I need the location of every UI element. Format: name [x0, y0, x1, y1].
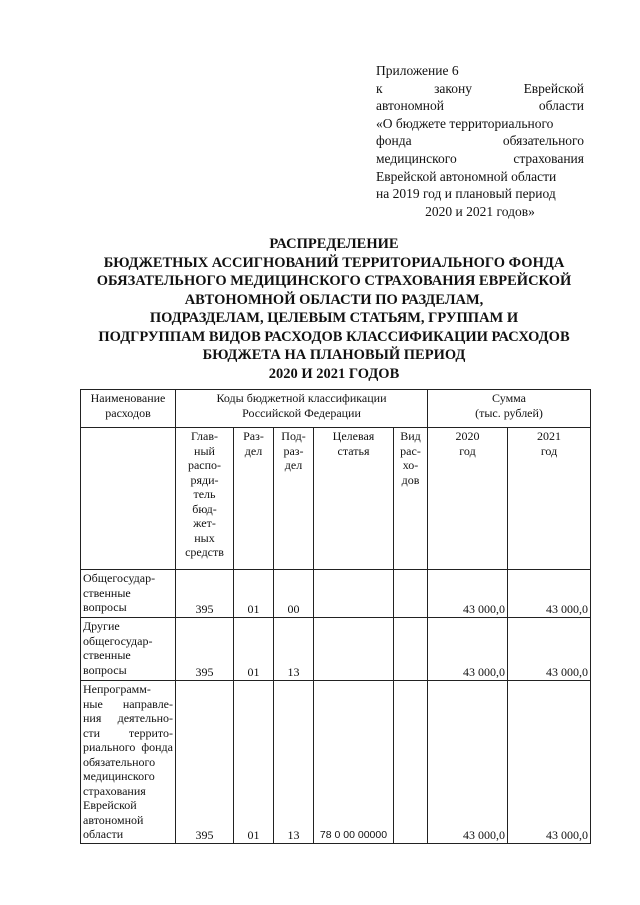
subheader-podrazdel — [274, 428, 314, 570]
row-name-line: риального фонда — [83, 740, 173, 754]
row-razdel: 01 — [234, 681, 274, 844]
appendix-line: Еврейской автономной области — [376, 168, 557, 184]
row-name-line: ния деятельно- — [83, 711, 173, 725]
title-line: БЮДЖЕТНЫХ АССИГНОВАНИЙ ТЕРРИТОРИАЛЬНОГО ФОНДА — [103, 254, 565, 271]
appendix-line — [376, 132, 584, 150]
row-celevaya — [314, 570, 394, 618]
subheader-vid — [394, 428, 428, 570]
appendix-word: автономной — [376, 98, 444, 114]
row-name-line: области — [83, 827, 124, 841]
header-sum-line: Сумма — [492, 391, 526, 405]
row-podrazdel: 13 — [274, 618, 314, 681]
row-razdel: 01 — [234, 570, 274, 618]
appendix-word: области — [538, 98, 584, 114]
title-line: АВТОНОМНОЙ ОБЛАСТИ ПО РАЗДЕЛАМ, — [184, 291, 484, 308]
header-sum-line: (тыс. рублей) — [475, 405, 543, 420]
row-sum-2020: 43 000,0 — [428, 618, 508, 681]
row-podrazdel: 13 — [274, 681, 314, 844]
sub-line: Целевая — [332, 429, 375, 443]
appendix-word: Еврейской — [523, 80, 584, 96]
row-razdel: 01 — [234, 618, 274, 681]
table-row — [81, 570, 591, 618]
row-name-line: Непрограмм- — [83, 682, 151, 696]
sub-line: дел — [244, 443, 263, 458]
appendix-word: закону — [434, 80, 473, 96]
sub-line: 2021 — [537, 429, 561, 443]
sub-line: тель — [193, 487, 216, 501]
row-sum-2020: 43 000,0 — [428, 570, 508, 618]
row-sum-2021: 43 000,0 — [508, 618, 591, 681]
header-codes-line: Коды бюджетной классификации — [216, 391, 387, 405]
sub-line: Глав- — [190, 429, 218, 443]
table-row — [81, 618, 591, 681]
appendix-line: Приложение 6 — [376, 63, 459, 78]
row-name-line: вопросы — [83, 662, 127, 677]
row-name — [81, 681, 176, 844]
row-name-line: Общегосудар- — [83, 571, 156, 585]
document-title — [60, 235, 608, 383]
row-name-line: страхования — [83, 783, 146, 798]
header-codes-line: Российской Федерации — [242, 405, 361, 420]
title-line: БЮДЖЕТА НА ПЛАНОВЫЙ ПЕРИОД — [202, 347, 466, 363]
row-celevaya — [314, 618, 394, 681]
row-name-line: общегосудар- — [83, 633, 153, 648]
row-name-line: вопросы — [83, 600, 127, 614]
row-podrazdel: 00 — [274, 570, 314, 618]
row-name-line: медицинского — [83, 769, 155, 783]
row-name-line: сти террито- — [83, 725, 173, 740]
appendix-block — [376, 62, 584, 220]
row-vid — [394, 570, 428, 618]
subheader-glavny — [176, 428, 234, 570]
subheader-razdel — [234, 428, 274, 570]
appendix-line: 2020 и 2021 годов» — [425, 203, 535, 219]
row-sum-2021: 43 000,0 — [508, 570, 591, 618]
row-name-line: обязательного — [83, 754, 156, 769]
sub-line: Раз- — [243, 429, 264, 443]
row-celevaya: 78 0 00 00000 — [314, 681, 394, 844]
sub-line: распо- — [187, 458, 222, 472]
sub-line: дел — [284, 458, 303, 472]
row-glavny: 395 — [176, 618, 234, 681]
row-name-line: ственные — [83, 648, 131, 662]
row-sum-2020: 43 000,0 — [428, 681, 508, 844]
row-glavny: 395 — [176, 570, 234, 618]
row-name-line: Другие — [83, 619, 120, 633]
sub-line: раз- — [283, 443, 304, 458]
appendix-word: страхования — [513, 150, 584, 166]
title-line: 2020 И 2021 ГОДОВ — [268, 365, 400, 382]
sub-line: Вид — [400, 429, 421, 443]
row-name — [81, 570, 176, 618]
header-sum — [428, 390, 591, 428]
row-name-line: автономной — [83, 812, 144, 827]
appendix-line — [376, 97, 584, 115]
sub-line: 2020 — [455, 429, 480, 443]
budget-table — [80, 389, 591, 844]
appendix-word: к — [376, 80, 383, 96]
row-name-line: ственные — [83, 585, 131, 600]
header-name — [81, 390, 176, 428]
row-name — [81, 618, 176, 681]
title-line: РАСПРЕДЕЛЕНИЕ — [269, 236, 399, 252]
sub-line: год — [540, 443, 558, 458]
appendix-word: обязательного — [502, 133, 584, 149]
title-line: ОБЯЗАТЕЛЬНОГО МЕДИЦИНСКОГО СТРАХОВАНИЯ ЕВРЕЙСКОЙ — [96, 273, 572, 289]
appendix-word: медицинского — [376, 150, 457, 166]
appendix-word: фонда — [376, 133, 412, 149]
row-glavny: 395 — [176, 681, 234, 844]
appendix-line — [376, 80, 584, 98]
subheader-empty — [81, 428, 176, 570]
row-name-line: Еврейской — [83, 798, 137, 812]
table-row — [81, 681, 591, 844]
appendix-line — [376, 150, 584, 168]
sub-line: ных — [194, 530, 215, 545]
row-vid — [394, 681, 428, 844]
row-name-line: ные направле- — [83, 696, 173, 711]
header-row — [81, 390, 591, 428]
sub-line: статья — [337, 443, 370, 458]
appendix-line: «О бюджете территориального — [376, 115, 554, 131]
sub-line: ный — [194, 443, 215, 458]
row-vid — [394, 618, 428, 681]
header-codes — [176, 390, 428, 428]
sub-line: бюд- — [192, 501, 217, 516]
header-name-line: расходов — [105, 405, 151, 420]
sub-line: хо- — [402, 458, 419, 472]
title-line: ПОДГРУППАМ ВИДОВ РАСХОДОВ КЛАССИФИКАЦИИ РАСХОДОВ — [98, 328, 570, 345]
row-sum-2021: 43 000,0 — [508, 681, 591, 844]
subheader-2021 — [508, 428, 591, 570]
subheader-row — [81, 428, 591, 570]
header-name-line: Наименование — [90, 391, 166, 405]
appendix-line: на 2019 год и плановый период — [376, 186, 556, 202]
sub-line: рас- — [400, 443, 421, 458]
sub-line: ряди- — [190, 472, 219, 487]
sub-line: дов — [401, 472, 420, 487]
sub-line: Под- — [281, 429, 306, 443]
subheader-celevaya — [314, 428, 394, 570]
sub-line: средств — [185, 545, 224, 559]
sub-line: жет- — [193, 516, 216, 530]
subheader-2020 — [428, 428, 508, 570]
sub-line: год — [459, 443, 476, 458]
title-line: ПОДРАЗДЕЛАМ, ЦЕЛЕВЫМ СТАТЬЯМ, ГРУППАМ И — [149, 310, 519, 326]
